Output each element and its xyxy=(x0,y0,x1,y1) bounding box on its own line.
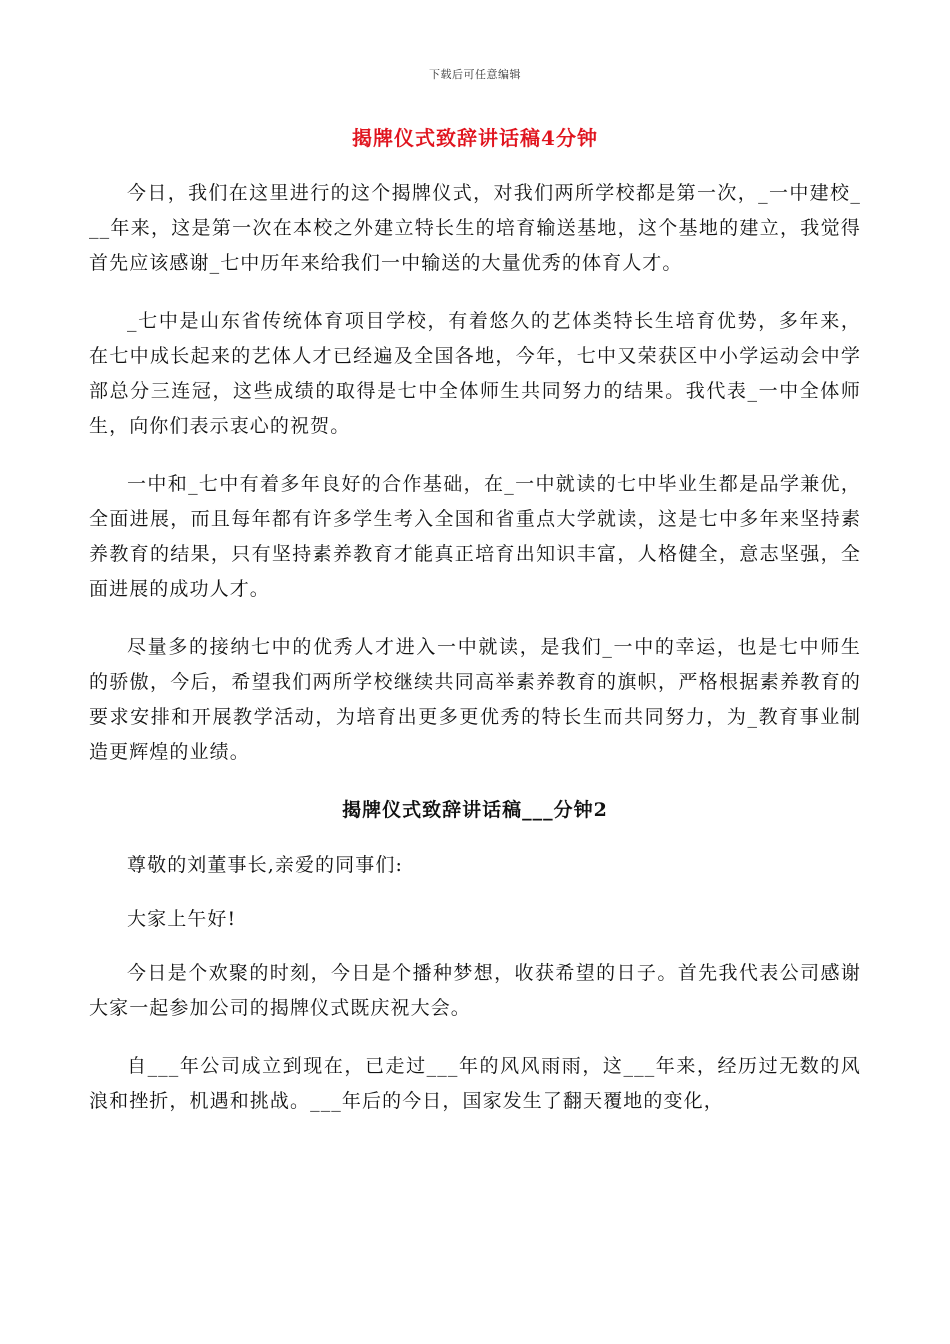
salutation: 尊敬的刘董事长,亲爱的同事们: xyxy=(127,854,403,876)
paragraph: 自___年公司成立到现在，已走过___年的风风雨雨，这___年来，经历过无数的风浪和挫折，机遇和挑战。___年后的今日，国家发生了翻天覆地的变化， xyxy=(89,1055,861,1112)
paragraph: 一中和_七中有着多年良好的合作基础，在_一中就读的七中毕业生都是品学兼优，全面进展，而且每年都有许多学生考入全国和省重点大学就读，这是七中多年来坚持素养教育的结果，只有坚持素养教育才能真正培育出知识丰富，人格健全，意志坚强，全面进展的成功人才。 xyxy=(89,473,861,600)
header-note: 下载后可任意编辑 xyxy=(429,68,521,81)
paragraph: 尽量多的接纳七中的优秀人才进入一中就读，是我们_一中的幸运，也是七中师生的骄傲，今后，希望我们两所学校继续共同高举素养教育的旗帜，严格根据素养教育的要求安排和开展教学活动，为培育出更多更优秀的特长生而共同努力，为_教育事业制造更辉煌的业绩。 xyxy=(89,636,861,763)
paragraph: 今日是个欢聚的时刻，今日是个播种梦想，收获希望的日子。首先我代表公司感谢大家一起参加公司的揭牌仪式既庆祝大会。 xyxy=(89,962,861,1019)
document-title: 揭牌仪式致辞讲话稿4分钟 xyxy=(352,126,598,150)
paragraph: 今日，我们在这里进行的这个揭牌仪式，对我们两所学校都是第一次，_一中建校___年来，这是第一次在本校之外建立特长生的培育输送基地，这个基地的建立，我觉得首先应该感谢_七中历年来给我们一中输送的大量优秀的体育人才。 xyxy=(89,182,861,274)
section-subtitle: 揭牌仪式致辞讲话稿___分钟2 xyxy=(342,799,608,821)
document-body xyxy=(89,176,861,1142)
paragraph: _七中是山东省传统体育项目学校，有着悠久的艺体类特长生培育优势，多年来，在七中成长起来的艺体人才已经遍及全国各地，今年，七中又荣获区中小学运动会中学部总分三连冠，这些成绩的取得是七中全体师生共同努力的结果。我代表_一中全体师生，向你们表示衷心的祝贺。 xyxy=(89,310,861,437)
greeting: 大家上午好! xyxy=(127,908,237,930)
